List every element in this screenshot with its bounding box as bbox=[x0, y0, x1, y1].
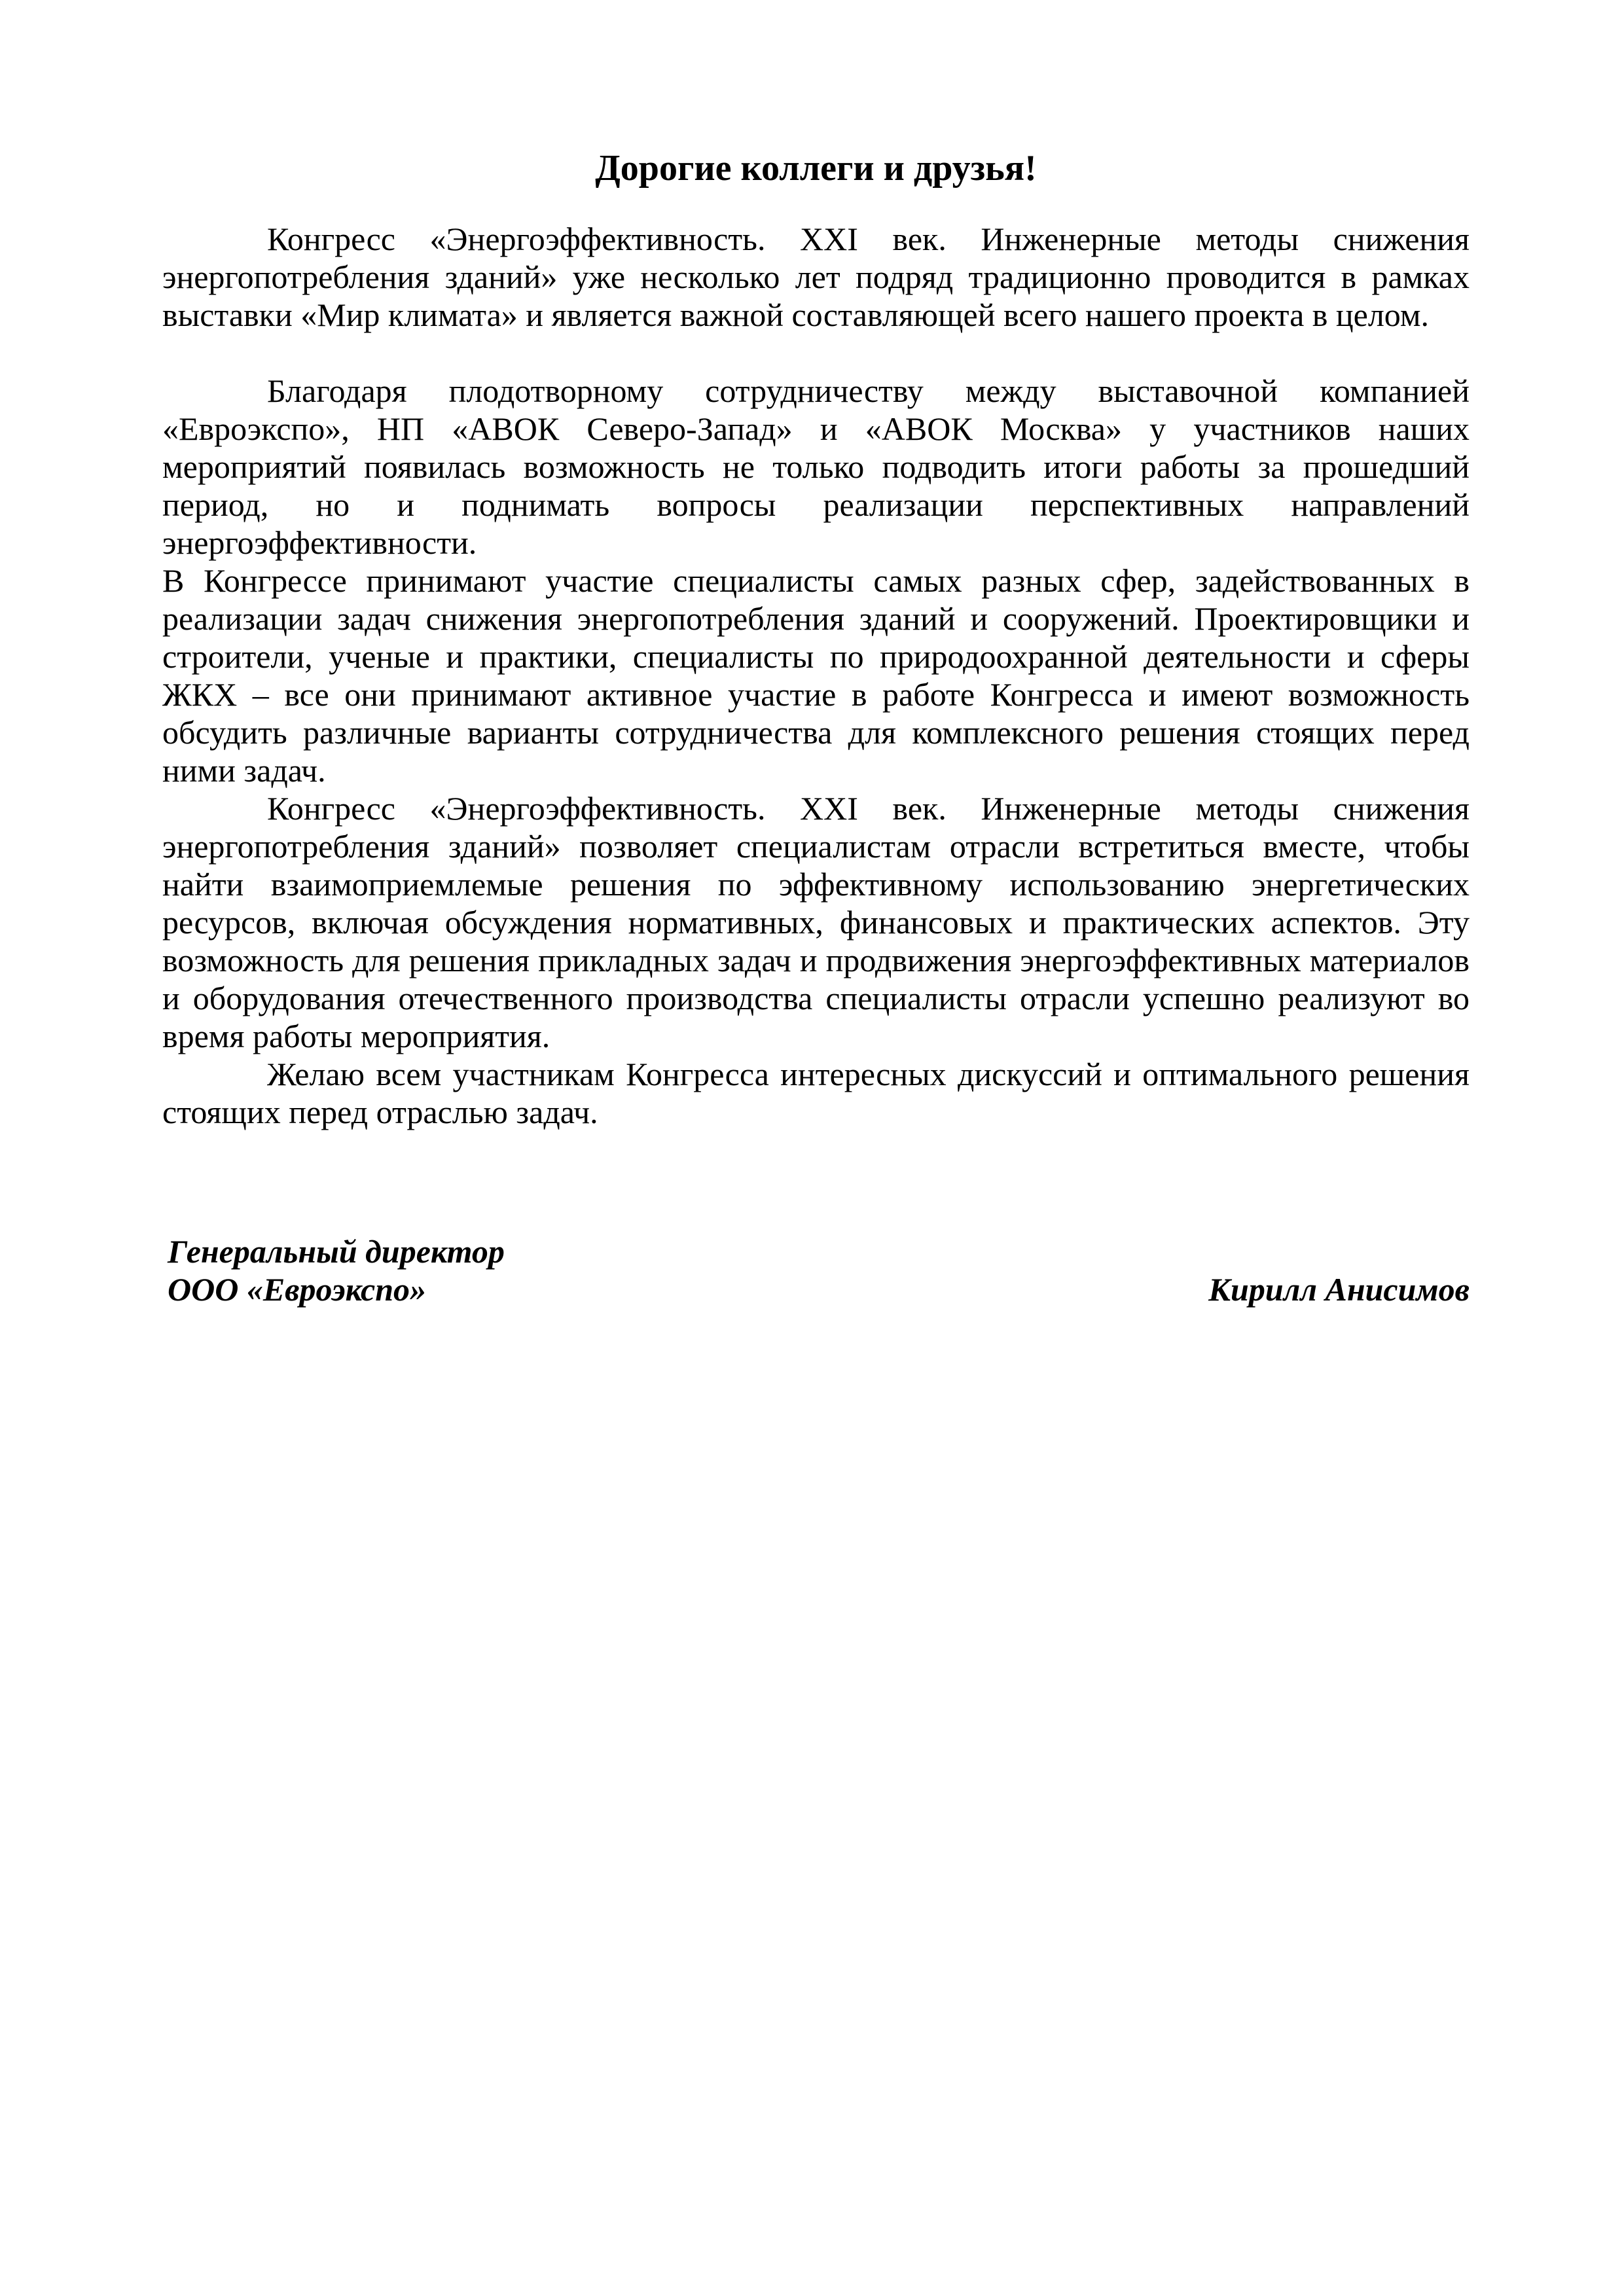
signature-row bbox=[168, 1270, 1470, 1308]
paragraph-4: Конгресс «Энергоэффективность. XXI век. Инженерные методы снижения энергопотребления зданий» позволяет специалистам отрасли встретиться вместе, чтобы найти взаимоприемлемые решения по эффективному использованию энергетических ресурсов, включая обсуждения нормативных, финансовых и практических аспектов. Эту возможность для решения прикладных задач и продвижения энергоэффективных материалов и оборудования отечественного производства специалисты отрасли успешно реализуют во время работы мероприятия. bbox=[162, 790, 1470, 1054]
letter-title: Дорогие коллеги и друзья! bbox=[595, 148, 1037, 188]
paragraph-5: Желаю всем участникам Конгресса интересных дискуссий и оптимального решения стоящих перед отраслью задач. bbox=[162, 1056, 1470, 1130]
paragraph-1: Конгресс «Энергоэффективность. XXI век. Инженерные методы снижения энергопотребления зданий» уже несколько лет подряд традиционно проводится в рамках выставки «Мир климата» и является важной составляющей всего нашего проекта в целом. bbox=[162, 221, 1470, 333]
signature-company: ООО «Евроэкспо» bbox=[168, 1271, 427, 1308]
signature-block bbox=[162, 1232, 1470, 1308]
signature-name: Кирилл Анисимов bbox=[1208, 1271, 1470, 1308]
paragraph-2: Благодаря плодотворному сотрудничеству между выставочной компанией «Евроэкспо», НП «АВОК Северо-Запад» и «АВОК Москва» у участников наших мероприятий появилась возможность не только подводить итоги работы за прошедший период, но и поднимать вопросы реализации перспективных направлений энергоэффективности. bbox=[162, 372, 1470, 561]
signature-role: Генеральный директор bbox=[168, 1233, 505, 1270]
paragraph-3: В Конгрессе принимают участие специалисты самых разных сфер, задействованных в реализации задач снижения энергопотребления зданий и сооружений. Проектировщики и строители, ученые и практики, специалисты по природоохранной деятельности и сферы ЖКХ – все они принимают активное участие в работе Конгресса и имеют возможность обсудить различные варианты сотрудничества для комплексного решения стоящих перед ними задач. bbox=[162, 562, 1470, 789]
